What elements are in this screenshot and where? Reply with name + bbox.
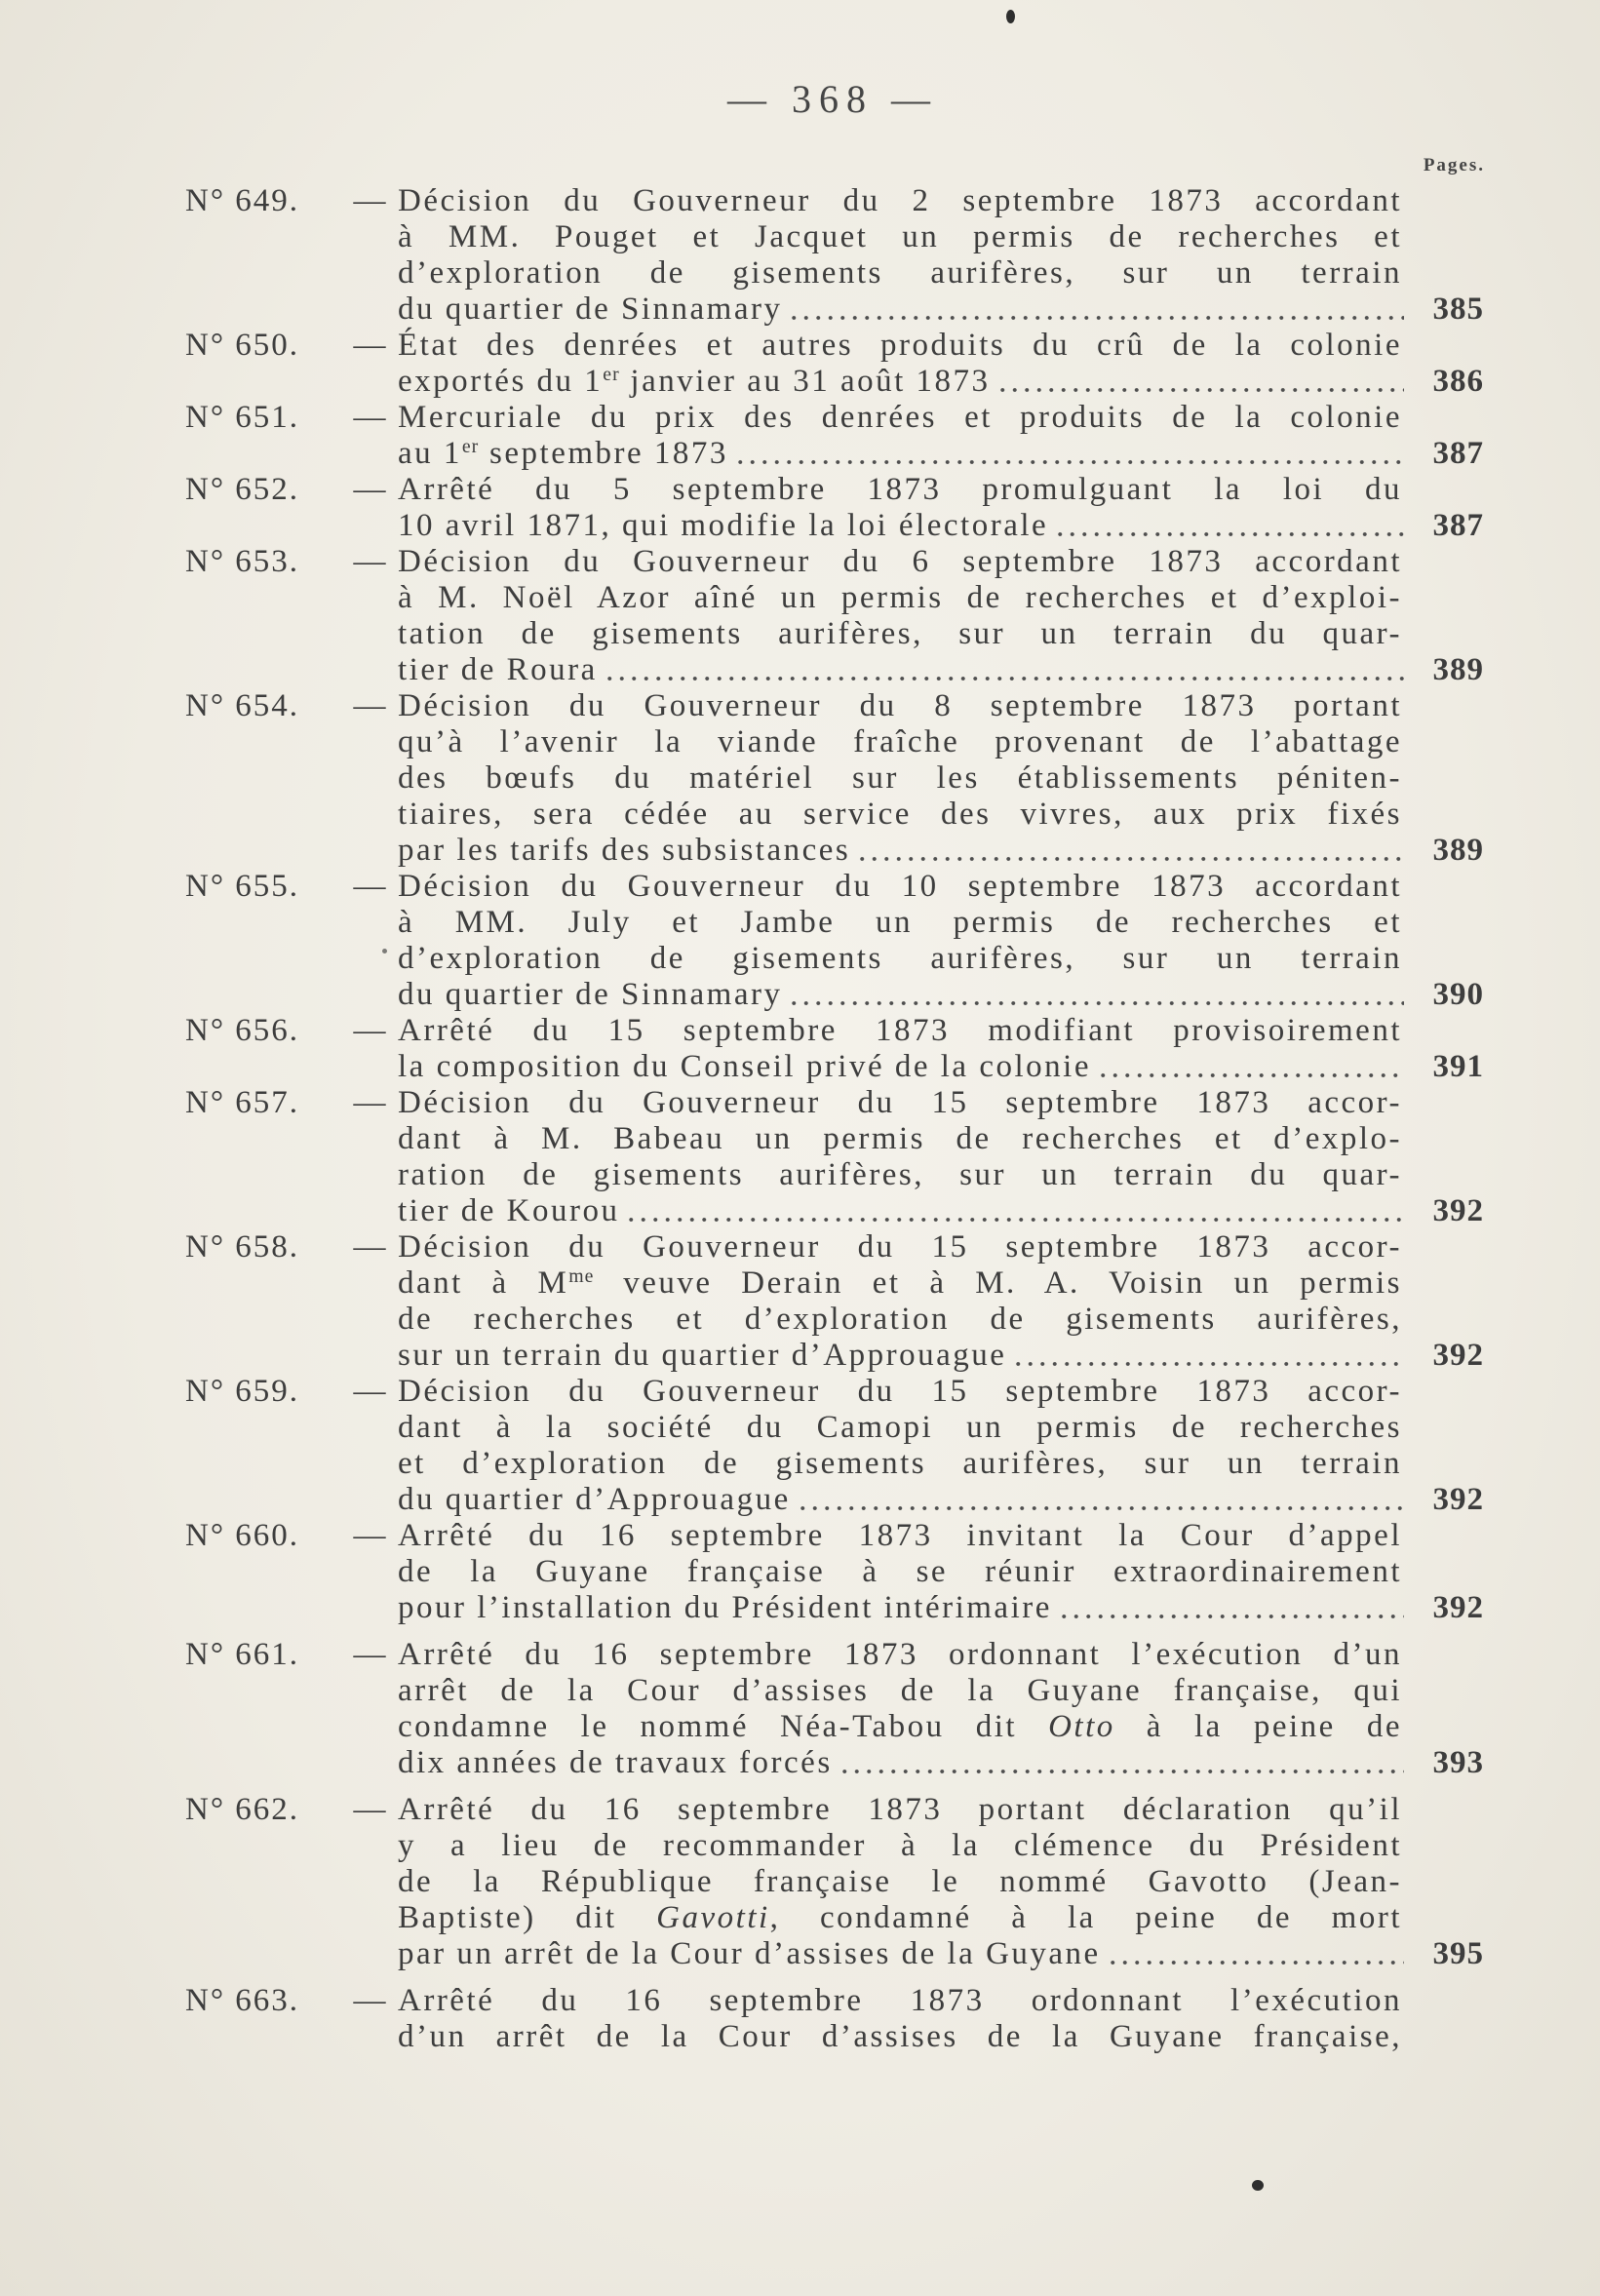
dot-leader: [625, 1193, 1404, 1229]
entry-last-line-text: pour l’installation du Président intérimaire: [398, 1590, 1052, 1625]
entry-text-line: Arrêté du 16 septembre 1873 portant déclaration qu’il: [398, 1792, 1402, 1827]
entry-text-line: Arrêté du 16 septembre 1873 invitant la Cour d’appel: [398, 1518, 1402, 1553]
entry-text-line: arrêt de la Cour d’assises de la Guyane française, qui: [398, 1673, 1402, 1708]
entry-text-line: Décision du Gouverneur du 10 septembre 1873 accordant: [398, 869, 1402, 904]
entry-body: [398, 328, 1484, 400]
entry-last-line: [398, 1590, 1484, 1626]
entry-last-line-text: du quartier de Sinnamary: [398, 977, 783, 1012]
entry-last-line: [398, 833, 1484, 869]
entry-page-ref: 386: [1432, 364, 1484, 399]
entry-text-line: à MM. July et Jambe un permis de recherches et: [398, 905, 1402, 940]
entry-text-line: de la République française le nommé Gavotto (Jean-: [398, 1864, 1402, 1899]
entry-text-line: [398, 1265, 1402, 1302]
entry-number: N° 655.: [185, 869, 300, 904]
ink-speck: [1006, 10, 1015, 23]
entry-dash: —: [353, 472, 386, 507]
entry-last-line: [398, 508, 1484, 544]
entry-dash: —: [353, 1637, 386, 1672]
text-segment: Baptiste) dit: [398, 1900, 657, 1935]
entry-text-line: de recherches et d’exploration de gisements aurifères,: [398, 1302, 1402, 1337]
text-segment: veuve Derain et à M. A. Voisin un permis: [594, 1265, 1402, 1301]
entry-number: N° 658.: [185, 1229, 300, 1265]
entry-dash: —: [353, 1085, 386, 1120]
entry-last-line-text: du quartier d’Approuague: [398, 1482, 791, 1517]
entry-text-line: Décision du Gouverneur du 15 septembre 1873 accor-: [398, 1229, 1402, 1265]
dot-leader: [856, 833, 1404, 869]
entry-last-line: [398, 364, 1484, 400]
entry-body: [398, 1518, 1484, 1626]
entry-dash: —: [353, 1374, 386, 1409]
entry-text-line: Décision du Gouverneur du 8 septembre 1873 portant: [398, 688, 1402, 723]
entry-last-line: [398, 1193, 1484, 1229]
entry-page-ref: 392: [1432, 1482, 1484, 1517]
pages-column-label: Pages.: [1423, 155, 1485, 175]
entry-dash: —: [353, 869, 386, 904]
entry-last-line-text: tier de Kourou: [398, 1193, 620, 1228]
entry-last-line-text: sur un terrain du quartier d’Approuague: [398, 1338, 1007, 1373]
entry-dash: —: [353, 183, 386, 218]
entry-page-ref: 392: [1432, 1193, 1484, 1228]
entry-text-line: Décision du Gouverneur du 2 septembre 1873 accordant: [398, 183, 1402, 218]
text-segment: au 1: [398, 436, 462, 471]
entry-text-line: Arrêté du 15 septembre 1873 modifiant provisoirement: [398, 1013, 1402, 1048]
entry-number: N° 653.: [185, 544, 300, 579]
entry-last-line-text: dix années de travaux forcés: [398, 1745, 833, 1780]
entry-dash: —: [353, 400, 386, 435]
entry-text-line: [398, 1709, 1402, 1745]
entry-last-line-text: [398, 364, 991, 400]
entry-text-line: Arrêté du 16 septembre 1873 ordonnant l’exécution d’un: [398, 1637, 1402, 1672]
entry-dash: —: [353, 544, 386, 579]
dot-leader: [1097, 1049, 1404, 1085]
dot-leader: [734, 436, 1404, 472]
entry-text-line: et d’exploration de gisements aurifères, sur un terrain: [398, 1446, 1402, 1481]
superscript: me: [568, 1265, 595, 1288]
entry-text-line: [398, 1900, 1402, 1936]
entry-text-line: d’un arrêt de la Cour d’assises de la Guyane française,: [398, 2019, 1402, 2054]
entry-last-line-text: la composition du Conseil privé de la colonie: [398, 1049, 1091, 1084]
toc-entry: [185, 1374, 1492, 1518]
entry-text-line: y a lieu de recommander à la clémence du Président: [398, 1828, 1402, 1863]
entry-text-line: d’exploration de gisements aurifères, sur un terrain: [398, 941, 1402, 976]
entry-body: [398, 1085, 1484, 1229]
entry-last-line: [398, 977, 1484, 1013]
ink-speck: [1252, 2180, 1264, 2191]
italic-name: Gavotti: [656, 1900, 770, 1935]
text-segment: septembre 1873: [479, 436, 728, 471]
entry-body: [398, 1983, 1484, 2055]
entry-body: [398, 183, 1484, 328]
text-segment: janvier au 31 août 1873: [619, 364, 991, 399]
entry-page-ref: 393: [1432, 1745, 1484, 1780]
entry-page-ref: 391: [1432, 1049, 1484, 1084]
entry-page-ref: 389: [1432, 652, 1484, 687]
entry-page-ref: 389: [1432, 833, 1484, 868]
entry-last-line: [398, 436, 1484, 472]
toc-entry: [185, 688, 1492, 869]
toc-entry: [185, 1013, 1492, 1085]
superscript: er: [603, 364, 620, 386]
entry-number: N° 650.: [185, 328, 300, 363]
entry-dash: —: [353, 328, 386, 363]
entry-page-ref: 392: [1432, 1590, 1484, 1625]
entry-text-line: tation de gisements aurifères, sur un terrain du quar-: [398, 616, 1402, 651]
entry-number: N° 651.: [185, 400, 300, 435]
entry-dash: —: [353, 1792, 386, 1827]
entry-number: N° 663.: [185, 1983, 300, 2018]
entry-last-line: [398, 1936, 1484, 1972]
entry-body: [398, 1229, 1484, 1374]
text-segment: dant à M: [398, 1265, 569, 1301]
entry-number: N° 661.: [185, 1637, 300, 1672]
text-segment: à la peine de: [1114, 1709, 1402, 1744]
entry-text-line: Décision du Gouverneur du 6 septembre 1873 accordant: [398, 544, 1402, 579]
entry-number: N° 656.: [185, 1013, 300, 1048]
entry-dash: —: [353, 1229, 386, 1265]
entry-text-line: dant à la société du Camopi un permis de recherches: [398, 1410, 1402, 1445]
entry-body: [398, 1374, 1484, 1518]
dot-leader: [1058, 1590, 1404, 1626]
entry-dash: —: [353, 688, 386, 723]
entry-page-ref: 390: [1432, 977, 1484, 1012]
entry-page-ref: 385: [1432, 292, 1484, 327]
dot-leader: [839, 1745, 1404, 1781]
entry-last-line: [398, 652, 1484, 688]
entry-text-line: tiaires, sera cédée au service des vivres, aux prix fixés: [398, 797, 1402, 832]
table-of-contents: [185, 183, 1492, 2055]
text-segment: condamne le nommé Néa-Tabou dit: [398, 1709, 1049, 1744]
toc-entry: [185, 183, 1492, 328]
entry-dash: —: [353, 1013, 386, 1048]
toc-entry: [185, 472, 1492, 544]
entry-body: [398, 400, 1484, 472]
entry-last-line-text: [398, 436, 728, 472]
entry-body: [398, 1013, 1484, 1085]
entry-last-line: [398, 292, 1484, 328]
entry-text-line: à MM. Pouget et Jacquet un permis de recherches et: [398, 219, 1402, 254]
entry-page-ref: 387: [1432, 436, 1484, 471]
entry-last-line: [398, 1049, 1484, 1085]
entry-number: N° 652.: [185, 472, 300, 507]
entry-text-line: qu’à l’avenir la viande fraîche provenant de l’abattage: [398, 724, 1402, 759]
dot-leader: [1107, 1936, 1404, 1972]
entry-last-line-text: par un arrêt de la Cour d’assises de la Guyane: [398, 1936, 1101, 1971]
entry-text-line: dant à M. Babeau un permis de recherches et d’explo-: [398, 1121, 1402, 1156]
entry-last-line-text: par les tarifs des subsistances: [398, 833, 851, 868]
entry-body: [398, 544, 1484, 688]
entry-number: N° 654.: [185, 688, 300, 723]
toc-entry: [185, 544, 1492, 688]
entry-body: [398, 472, 1484, 544]
entry-body: [398, 1792, 1484, 1972]
toc-entry: [185, 1085, 1492, 1229]
toc-entry: [185, 1637, 1492, 1781]
entry-text-line: d’exploration de gisements aurifères, sur un terrain: [398, 255, 1402, 291]
entry-text-line: des bœufs du matériel sur les établissements péniten-: [398, 760, 1402, 796]
entry-number: N° 662.: [185, 1792, 300, 1827]
entry-last-line: [398, 1338, 1484, 1374]
entry-dash: —: [353, 1983, 386, 2018]
entry-text-line: État des denrées et autres produits du crû de la colonie: [398, 328, 1402, 363]
entry-page-ref: 392: [1432, 1338, 1484, 1373]
toc-entry: [185, 1983, 1492, 2055]
toc-entry: [185, 869, 1492, 1013]
dot-leader: [1012, 1338, 1404, 1374]
toc-entry: [185, 1792, 1492, 1972]
dot-leader: [797, 1482, 1404, 1518]
toc-entry: [185, 1229, 1492, 1374]
entry-number: N° 649.: [185, 183, 300, 218]
dot-leader: [996, 364, 1404, 400]
toc-entry: [185, 400, 1492, 472]
toc-entry: [185, 328, 1492, 400]
superscript: er: [461, 436, 480, 458]
entry-last-line-text: 10 avril 1871, qui modifie la loi électorale: [398, 508, 1049, 543]
entry-text-line: ration de gisements aurifères, sur un terrain du quar-: [398, 1157, 1402, 1192]
entry-body: [398, 1637, 1484, 1781]
entry-page-ref: 395: [1432, 1936, 1484, 1971]
dot-leader: [604, 652, 1404, 688]
text-segment: , condamné à la peine de mort: [769, 1900, 1402, 1935]
entry-body: [398, 688, 1484, 869]
entry-text-line: Arrêté du 5 septembre 1873 promulguant la loi du: [398, 472, 1402, 507]
entry-last-line-text: tier de Roura: [398, 652, 598, 687]
text-segment: exportés du 1: [398, 364, 604, 399]
entry-page-ref: 387: [1432, 508, 1484, 543]
entry-text-line: Décision du Gouverneur du 15 septembre 1873 accor-: [398, 1374, 1402, 1409]
entry-last-line: [398, 1745, 1484, 1781]
entry-last-line: [398, 1482, 1484, 1518]
toc-entry: [185, 1518, 1492, 1626]
entry-number: N° 660.: [185, 1518, 300, 1553]
entry-dash: —: [353, 1518, 386, 1553]
entry-text-line: Décision du Gouverneur du 15 septembre 1873 accor-: [398, 1085, 1402, 1120]
entry-text-line: Arrêté du 16 septembre 1873 ordonnant l’exécution: [398, 1983, 1402, 2018]
dot-leader: [788, 977, 1404, 1013]
entry-number: N° 659.: [185, 1374, 300, 1409]
entry-text-line: de la Guyane française à se réunir extraordinairement: [398, 1554, 1402, 1589]
entry-text-line: à M. Noël Azor aîné un permis de recherches et d’exploi-: [398, 580, 1402, 615]
entry-body: [398, 869, 1484, 1013]
dot-leader: [788, 292, 1404, 328]
dot-leader: [1054, 508, 1404, 544]
page-number-header: — 368 —: [727, 77, 938, 121]
entry-text-line: Mercuriale du prix des denrées et produits de la colonie: [398, 400, 1402, 435]
entry-number: N° 657.: [185, 1085, 300, 1120]
entry-last-line-text: du quartier de Sinnamary: [398, 292, 783, 327]
italic-name: Otto: [1048, 1709, 1115, 1744]
